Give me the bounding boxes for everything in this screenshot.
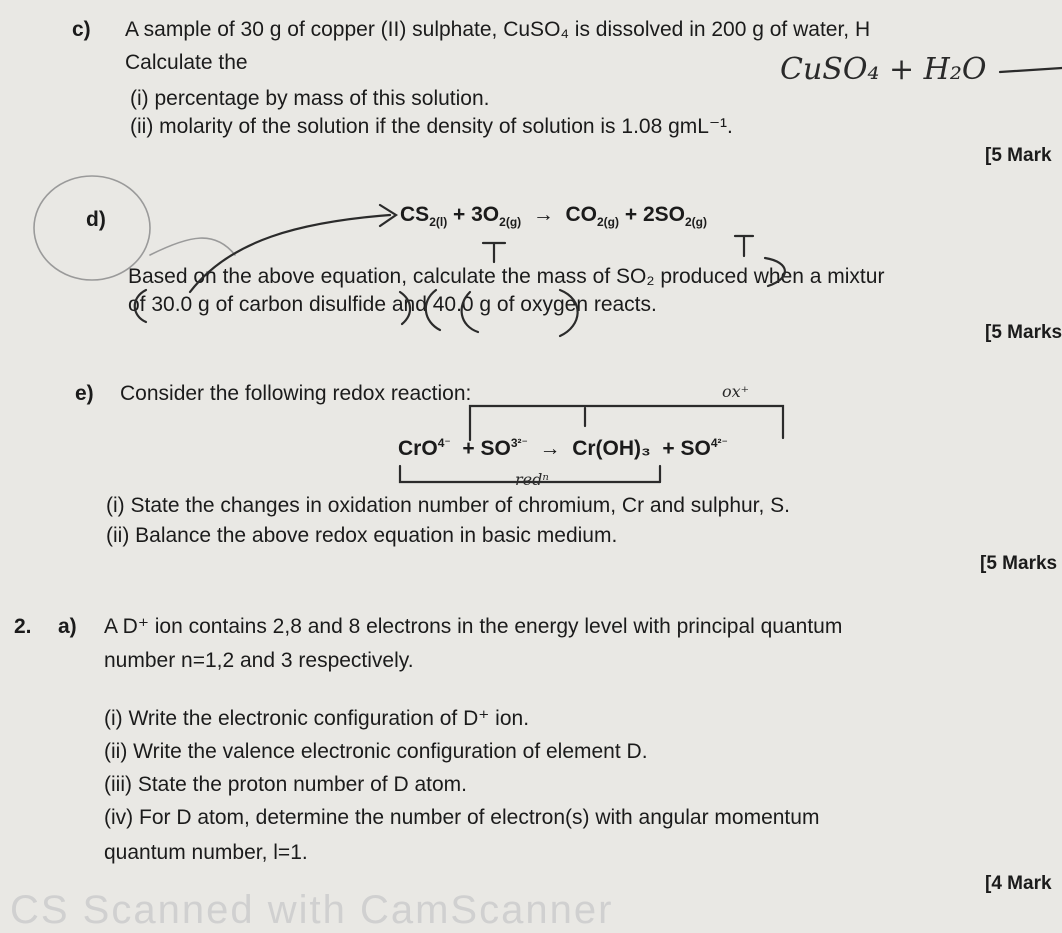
scanner-watermark: CS Scanned with CamScanner bbox=[10, 888, 614, 932]
eq-cs2-state: 2(l) bbox=[429, 215, 448, 230]
q2-iv-cont: quantum number, l=1. bbox=[104, 841, 308, 864]
pen-t-so2 bbox=[735, 236, 753, 256]
eq-so3-charge: 3²⁻ bbox=[510, 436, 528, 450]
pen-dash bbox=[1000, 68, 1062, 72]
q2-line2: number n=1,2 and 3 respectively. bbox=[104, 649, 414, 672]
eq-croh3: Cr(OH)₃ bbox=[572, 437, 651, 460]
pen-arrow-curve bbox=[190, 215, 390, 292]
q2-number: 2. bbox=[14, 615, 32, 638]
eq-arrow: → bbox=[532, 203, 554, 226]
part-c-i: (i) percentage by mass of this solution. bbox=[130, 87, 490, 110]
part-e-i: (i) State the changes in oxidation number of chromium, Cr and sulphur, S. bbox=[106, 494, 791, 517]
eq-cro4-charge: 4⁻ bbox=[437, 436, 451, 450]
part-d-marks: [5 Marks bbox=[985, 322, 1062, 343]
part-d-line1: Based on the above equation, calculate the mass of SO₂ produced when a mixtur bbox=[128, 265, 885, 288]
pen-bracket-c bbox=[426, 290, 440, 330]
pen-bracket-so2 bbox=[765, 258, 785, 286]
part-e-ii: (ii) Balance the above redox equation in basic medium. bbox=[106, 524, 618, 547]
eq-so4-charge: 4²⁻ bbox=[710, 436, 728, 450]
part-c-ii: (ii) molarity of the solution if the density of solution is 1.08 gmL⁻¹. bbox=[130, 115, 733, 138]
pen-red-bracket bbox=[400, 466, 660, 482]
eq-o2: + 3O bbox=[453, 203, 500, 226]
eq-co2: CO bbox=[565, 203, 597, 226]
eq-so3: + SO bbox=[462, 437, 511, 460]
eq-cs2: CS bbox=[400, 203, 430, 226]
handwritten-ox: ox⁺ bbox=[722, 382, 750, 401]
pen-bracket-a bbox=[135, 290, 146, 322]
eq-so4: + SO bbox=[662, 437, 711, 460]
q2-ii: (ii) Write the valence electronic configuration of element D. bbox=[104, 740, 648, 763]
eq-o2-state: 2(g) bbox=[499, 215, 522, 230]
pen-t-o2 bbox=[483, 243, 505, 262]
eq-cro4: CrO bbox=[398, 437, 438, 460]
q2-label: a) bbox=[58, 615, 77, 638]
eq-so2-state: 2(g) bbox=[684, 215, 707, 230]
part-d-label: d) bbox=[86, 208, 106, 231]
part-c-marks: [5 Mark bbox=[985, 145, 1052, 166]
part-c-line2: Calculate the bbox=[125, 51, 248, 74]
part-c-label: c) bbox=[72, 18, 91, 41]
part-c-line1: A sample of 30 g of copper (II) sulphate, CuSO₄ is dissolved in 200 g of water, H bbox=[125, 18, 871, 41]
eq-redox-arrow: → bbox=[539, 437, 561, 460]
pen-loop bbox=[150, 238, 235, 255]
q2-line1: A D⁺ ion contains 2,8 and 8 electrons in the energy level with principal quantum bbox=[104, 615, 843, 638]
pen-bracket-e bbox=[560, 290, 578, 336]
eq-co2-state: 2(g) bbox=[597, 215, 619, 230]
pen-circle-d bbox=[34, 176, 150, 280]
pen-bracket-b bbox=[400, 292, 410, 324]
q2-iii: (iii) State the proton number of D atom. bbox=[104, 773, 467, 796]
q2-marks: [4 Mark bbox=[985, 873, 1052, 894]
handwritten-cuso4-h2o: CuSO₄ + H₂O bbox=[780, 52, 987, 87]
part-e-label: e) bbox=[75, 382, 94, 405]
eq-so2: + 2SO bbox=[624, 203, 685, 226]
q2-i: (i) Write the electronic configuration of D⁺ ion. bbox=[104, 707, 530, 730]
part-d-line2: of 30.0 g of carbon disulfide and 40.0 g of oxygen reacts. bbox=[128, 293, 657, 316]
q2-iv: (iv) For D atom, determine the number of electron(s) with angular momentum bbox=[104, 806, 820, 829]
pen-bracket-d bbox=[462, 292, 478, 332]
pen-ox-bracket bbox=[470, 406, 783, 440]
part-e-intro: Consider the following redox reaction: bbox=[120, 382, 472, 405]
part-e-marks: [5 Marks bbox=[980, 553, 1058, 574]
handwritten-red: redⁿ bbox=[515, 470, 549, 489]
